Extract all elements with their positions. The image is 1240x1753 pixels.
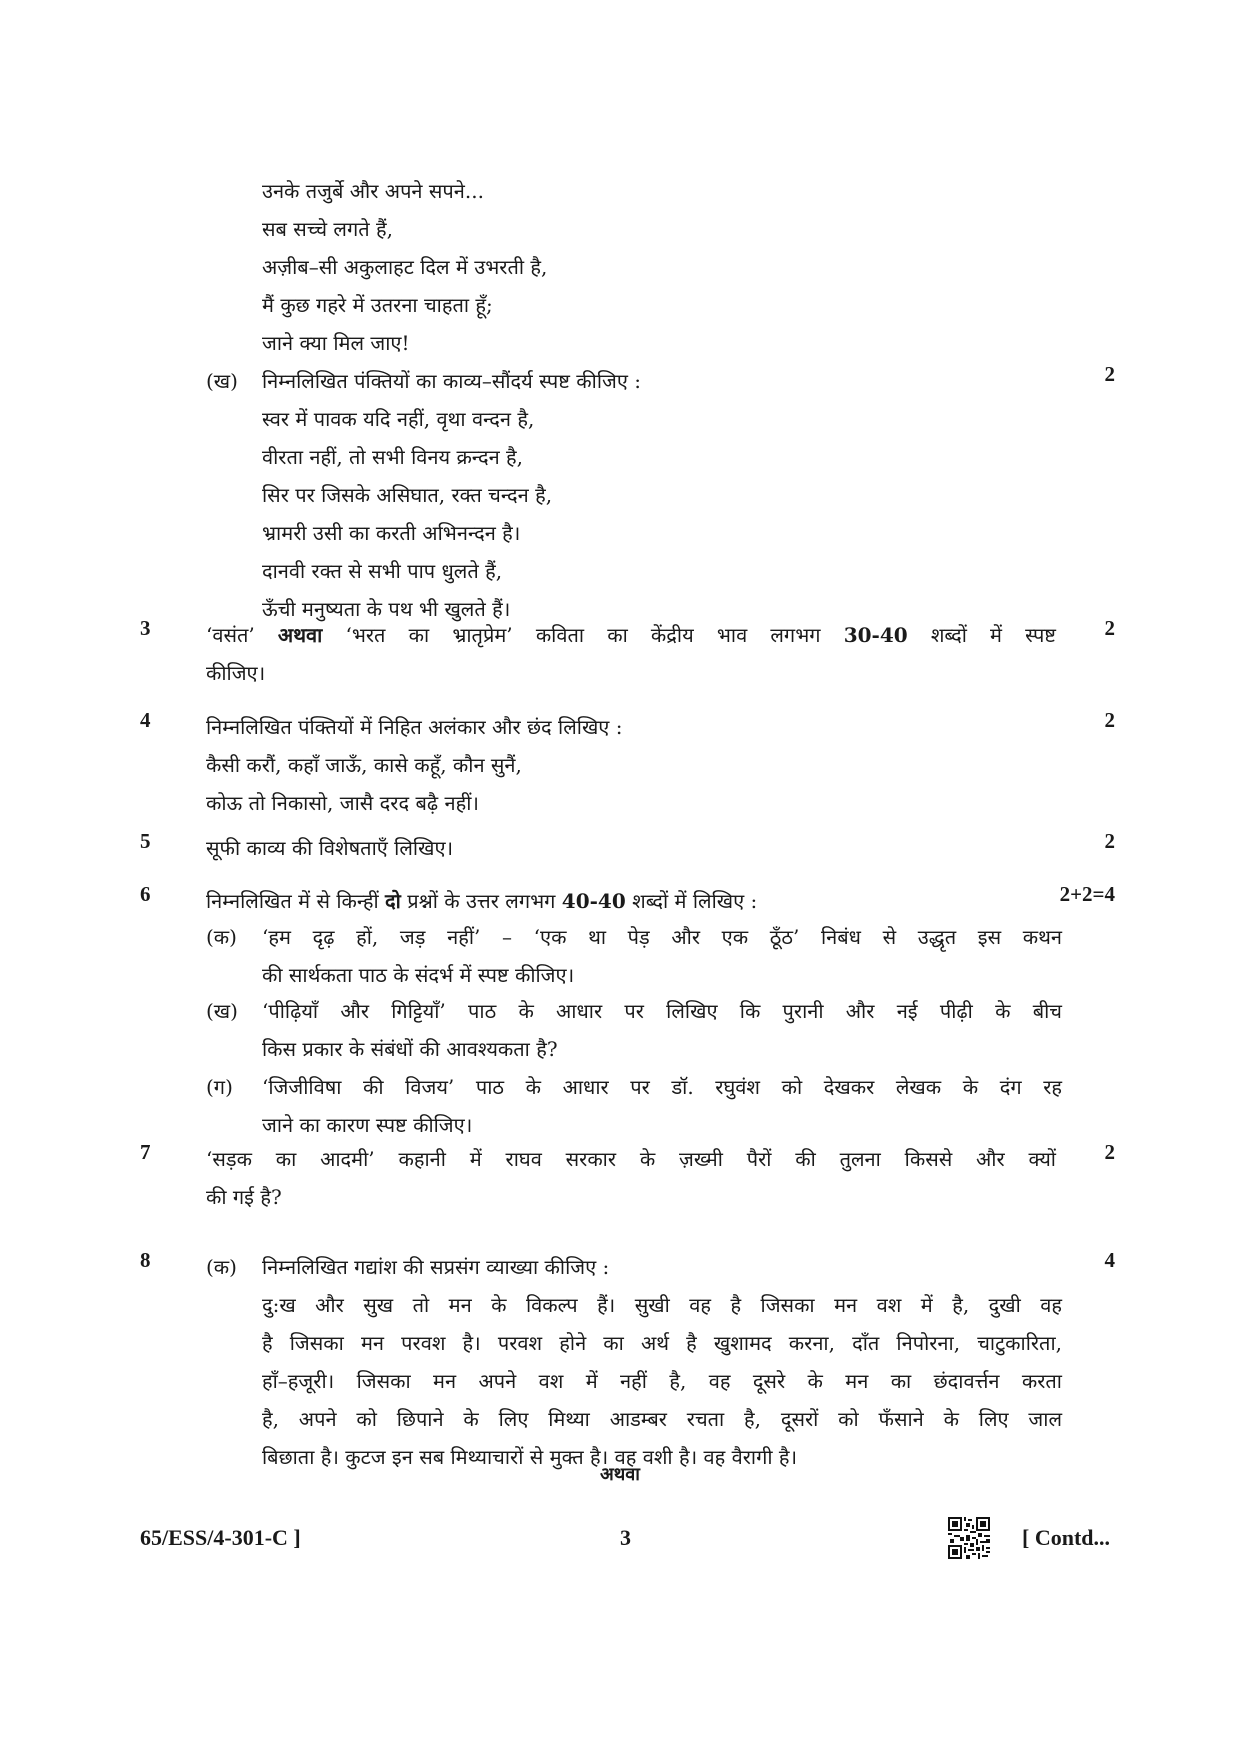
question-text-line: की गई है? [206, 1185, 282, 1209]
poem-line: उनके तजुर्बे और अपने सपने... [262, 179, 484, 203]
question-number: 6 [140, 882, 151, 906]
poem-line: सब सच्चे लगते हैं, [262, 217, 393, 241]
text-bold: अथवा [277, 623, 323, 647]
word-count: 30-40 [843, 623, 908, 647]
poem-continuation [262, 172, 1022, 362]
poem-line: जाने क्या मिल जाए! [262, 331, 410, 355]
sub-text-line: ‘जिजीविषा की विजय’ पाठ के आधार पर डॉ. रघुवंश को देखकर लेखक के दंग रह [262, 1075, 1062, 1099]
question-number: 7 [140, 1140, 151, 1164]
verse-line: कोऊ तो निकासो, जासै दरद बढ़ै नहीं। [206, 791, 479, 815]
question-number: 5 [140, 829, 151, 853]
text-run: प्रश्नों के उत्तर लगभग [400, 889, 562, 913]
question-number: 8 [140, 1248, 151, 1272]
sub-instruction: निम्नलिखित गद्यांश की सप्रसंग व्याख्या कीजिए : [262, 1255, 610, 1279]
passage-line: दु:ख और सुख तो मन के विकल्प हैं। सुखी वह है जिसका मन वश में है, दुखी वह [262, 1293, 1062, 1317]
verse-line: दानवी रक्त से सभी पाप धुलते हैं, [262, 559, 503, 583]
sub-text-line: किस प्रकार के संबंधों की आवश्यकता है? [262, 1037, 558, 1061]
text-run: ‘वसंत’ [206, 623, 278, 647]
verse-line: ऊँची मनुष्यता के पथ भी खुलते हैं। [262, 597, 511, 621]
text-run: ‘भरत का भ्रातृप्रेम’ कविता का केंद्रीय भाव लगभग [322, 623, 844, 647]
page-number: 3 [620, 1525, 631, 1550]
marks: 4 [1104, 1248, 1115, 1272]
verse-line: सिर पर जिसके असिघात, रक्त चन्दन है, [262, 483, 553, 507]
verse-line: भ्रामरी उसी का करती अभिनन्दन है। [262, 521, 521, 545]
text-bold: दो [385, 889, 401, 913]
text-run: शब्दों में स्पष्ट [907, 623, 1056, 647]
sub-label: (ग) [206, 1075, 233, 1099]
passage-line: बिछाता है। कुटज इन सब मिथ्याचारों से मुक्त है। वह वशी है। वह वैरागी है। [262, 1445, 798, 1469]
marks: 2 [1104, 616, 1115, 640]
marks: 2+2=4 [1059, 882, 1115, 906]
question-text-line [206, 616, 1056, 654]
marks: 2 [1104, 1140, 1115, 1164]
question-number: 4 [140, 708, 151, 732]
text-run: शब्दों में लिखिए : [625, 889, 758, 913]
question-number: 3 [140, 616, 151, 640]
question-text-line: कीजिए। [206, 661, 266, 685]
verse-line: कैसी करौं, कहाँ जाऊँ, कासे कहूँ, कौन सुनैं, [206, 753, 522, 777]
text-run: निम्नलिखित में से किन्हीं [206, 889, 386, 913]
passage-line: हाँ–हजूरी। जिसका मन अपने वश में नहीं है, वह दूसरे के मन का छंदावर्त्तन करता [262, 1369, 1062, 1393]
sub-text-line: जाने का कारण स्पष्ट कीजिए। [262, 1113, 473, 1137]
poem-line: अज़ीब–सी अकुलाहट दिल में उभरती है, [262, 255, 548, 279]
qr-code-icon [948, 1517, 990, 1559]
question-text-line: सूफी काव्य की विशेषताएँ लिखिए। [206, 836, 454, 860]
athava-label: अथवा [600, 1464, 640, 1485]
verse-line: स्वर में पावक यदि नहीं, वृथा वन्दन है, [262, 407, 535, 431]
verse-line: वीरता नहीं, तो सभी विनय क्रन्दन है, [262, 445, 524, 469]
word-count: 40-40 [561, 889, 626, 913]
marks: 2 [1104, 708, 1115, 732]
sub-instruction: निम्नलिखित पंक्तियों का काव्य–सौंदर्य स्पष्ट कीजिए : [262, 369, 642, 393]
continued-label: [ Contd... [1022, 1525, 1111, 1550]
sub-label: (क) [206, 1255, 237, 1279]
page-footer [0, 1525, 1240, 1565]
sub-label: (क) [206, 925, 237, 949]
sub-label: (ख) [206, 999, 238, 1023]
passage-line: है जिसका मन परवश है। परवश होने का अर्थ है खुशामद करना, दाँत निपोरना, चाटुकारिता, [262, 1331, 1062, 1355]
marks: 2 [1104, 362, 1115, 386]
poem-line: मैं कुछ गहरे में उतरना चाहता हूँ; [262, 293, 493, 317]
paper-code: 65/ESS/4-301-C ] [140, 1525, 301, 1550]
question-text-line: ‘सड़क का आदमी’ कहानी में राघव सरकार के ज़ख्मी पैरों की तुलना किससे और क्यों [206, 1147, 1056, 1171]
sub-text-line: ‘पीढ़ियाँ और गिट्टियाँ’ पाठ के आधार पर लिखिए कि पुरानी और नई पीढ़ी के बीच [262, 999, 1062, 1023]
sub-text-line: की सार्थकता पाठ के संदर्भ में स्पष्ट कीजिए। [262, 963, 575, 987]
passage-line: है, अपने को छिपाने के लिए मिथ्या आडम्बर रचता है, दूसरों को फँसाने के लिए जाल [262, 1407, 1062, 1431]
sub-label: (ख) [206, 369, 238, 393]
question-text-line: निम्नलिखित पंक्तियों में निहित अलंकार और छंद लिखिए : [206, 715, 623, 739]
question-text-line [206, 882, 1056, 920]
sub-text-line: ‘हम दृढ़ हों, जड़ नहीं’ – ‘एक था पेड़ और एक ठूँठ’ निबंध से उद्धृत इस कथन [262, 925, 1062, 949]
marks: 2 [1104, 829, 1115, 853]
